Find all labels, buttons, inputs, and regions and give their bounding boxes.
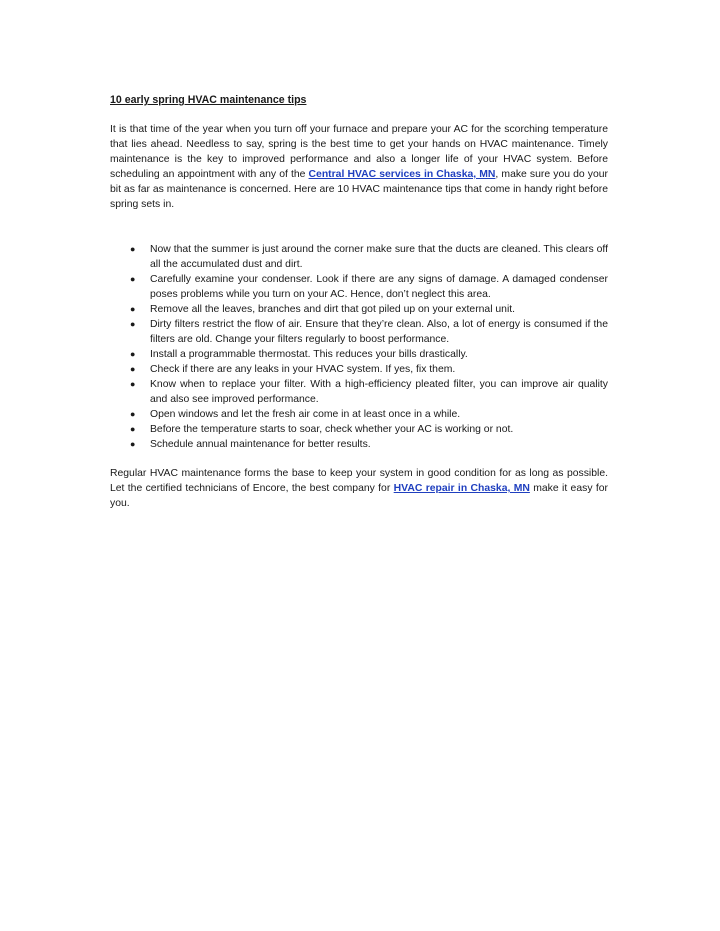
intro-text-after-link: , make sure you do your bit as far as maintenance is concerned. Here are 10 HVAC maintenance tips that come in handy right before spring sets in.: [110, 169, 609, 210]
bullet-icon: ●: [130, 274, 136, 284]
closing-text-after-link: make it easy for you.: [110, 483, 608, 509]
tip-item: [110, 422, 608, 437]
intro-paragraph: [110, 122, 608, 212]
tip-text: Schedule annual maintenance for better results.: [150, 439, 371, 450]
tip-text: Now that the summer is just around the corner make sure that the ducts are cleaned. This clears off all the accumulated dust and dirt.: [150, 244, 608, 270]
tip-item: [110, 302, 608, 317]
tip-item: [110, 272, 608, 302]
tip-item: [110, 317, 608, 347]
bullet-icon: ●: [130, 379, 136, 389]
tip-item: [110, 362, 608, 377]
tip-item: [110, 347, 608, 362]
document-title: 10 early spring HVAC maintenance tips: [110, 94, 307, 106]
tip-text: Install a programmable thermostat. This reduces your bills drastically.: [150, 349, 468, 360]
bullet-icon: ●: [130, 349, 136, 359]
tips-list: [110, 242, 608, 452]
tip-item: [110, 407, 608, 422]
bullet-icon: ●: [130, 364, 136, 374]
tip-text: Dirty filters restrict the flow of air. Ensure that they’re clean. Also, a lot of energy is consumed if the filters are old. Change your filters regularly to boost performance.: [150, 319, 608, 345]
tip-item: [110, 377, 608, 407]
tip-item: [110, 437, 608, 452]
bullet-icon: ●: [130, 244, 136, 254]
hvac-repair-link[interactable]: HVAC repair in Chaska, MN: [393, 483, 530, 494]
tip-text: Before the temperature starts to soar, check whether your AC is working or not.: [150, 424, 514, 435]
tip-text: Check if there are any leaks in your HVAC system. If yes, fix them.: [150, 364, 456, 375]
intro-text-before-link: It is that time of the year when you turn off your furnace and prepare your AC for the scorching temperature that lies ahead. Needless to say, spring is the best time to get your hands on HVAC maintenance. Timely maintenance is the key to improved performance and also a longer life of your HVAC system. Before scheduling an appointment with any of the: [110, 124, 608, 180]
tip-text: Remove all the leaves, branches and dirt that got piled up on your external unit.: [150, 304, 516, 315]
bullet-icon: ●: [130, 424, 136, 434]
closing-paragraph: [110, 466, 608, 511]
document-page: [110, 93, 608, 511]
bullet-icon: ●: [130, 439, 136, 449]
bullet-icon: ●: [130, 409, 136, 419]
tip-text: Know when to replace your filter. With a high-efficiency pleated filter, you can improve air quality and also see improved performance.: [150, 379, 608, 405]
tip-text: Carefully examine your condenser. Look if there are any signs of damage. A damaged condenser poses problems while you turn on your AC. Hence, don’t neglect this area.: [150, 274, 608, 300]
central-hvac-services-link[interactable]: Central HVAC services in Chaska, MN: [308, 169, 496, 180]
bullet-icon: ●: [130, 304, 136, 314]
tip-text: Open windows and let the fresh air come in at least once in a while.: [150, 409, 461, 420]
tip-item: [110, 242, 608, 272]
closing-text-before-link: Regular HVAC maintenance forms the base to keep your system in good condition for as long as possible. Let the certified technicians of Encore, the best company for: [110, 468, 608, 494]
bullet-icon: ●: [130, 319, 136, 329]
